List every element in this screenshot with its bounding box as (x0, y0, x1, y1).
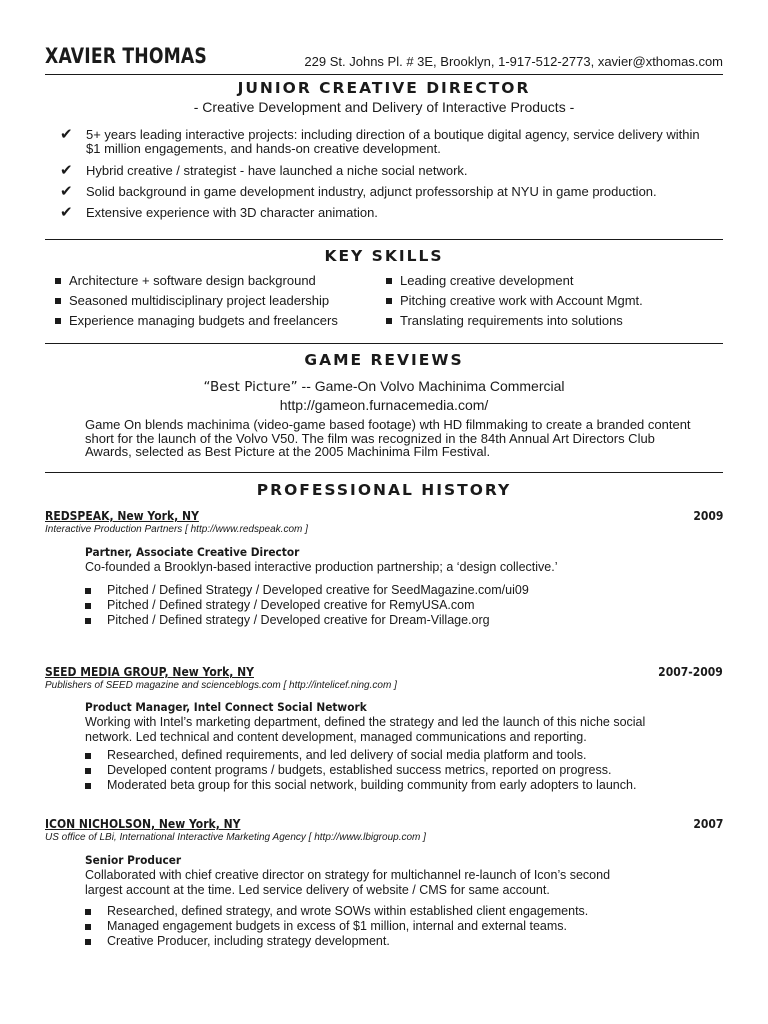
job-title-heading: JUNIOR CREATIVE DIRECTOR (237, 79, 531, 97)
square-bullet-icon (55, 318, 61, 324)
role-description-line: Collaborated with chief creative director on strategy for multichannel re-launch of Icon’s second (85, 868, 611, 882)
role-title: Senior Producer (85, 853, 182, 867)
summary-item-text: Extensive experience with 3D character animation. (86, 205, 378, 220)
skill-item: Architecture + software design background (55, 273, 316, 288)
checkmark-icon: ✔ (60, 126, 73, 143)
role-description-line: network. Led technical and content development, managed communications and reporting. (85, 730, 587, 744)
square-bullet-icon (85, 618, 91, 624)
square-bullet-icon (85, 768, 91, 774)
key-skills-heading: KEY SKILLS (324, 247, 444, 265)
square-bullet-icon (55, 298, 61, 304)
job-subtitle: - Creative Development and Delivery of Interactive Products - (193, 99, 575, 115)
professional-history-heading: PROFESSIONAL HISTORY (256, 481, 512, 499)
job-year: 2007 (692, 817, 723, 831)
square-bullet-icon (386, 318, 392, 324)
square-bullet-icon (386, 278, 392, 284)
summary-item-text: Hybrid creative / strategist - have launched a niche social network. (86, 163, 468, 178)
role-title: Product Manager, Intel Connect Social Network (85, 700, 367, 714)
review-award-line: “Best Picture” -- Game-On Volvo Machinima Commercial (203, 378, 565, 395)
square-bullet-icon (55, 278, 61, 284)
resume-header (45, 44, 723, 75)
summary-item-text: Solid background in game development industry, adjunct professorship at NYU in game production. (86, 184, 657, 199)
job-year: 2007-2009 (658, 665, 723, 679)
square-bullet-icon (85, 939, 91, 945)
role-description-line: largest account at the time. Led service delivery of website / CMS for same account. (85, 883, 550, 897)
checkmark-icon: ✔ (60, 183, 73, 200)
square-bullet-icon (85, 588, 91, 594)
skill-item: Pitching creative work with Account Mgmt. (386, 293, 643, 308)
review-description: Game On blends machinima (video-game based footage) wth HD filmmaking to create a branded content short for the launch of the Volvo V50. The film was recognized in the 84th Annual Art Directors Club Awards, selected as Best Picture at the 2005 Machinima Film Festival. (85, 417, 691, 459)
section-divider (45, 239, 723, 240)
role-description: Co-founded a Brooklyn-based interactive production partnership; a ‘design collective.’ (85, 560, 558, 574)
company-tagline: Interactive Production Partners [ http://www.redspeak.com ] (45, 524, 308, 535)
square-bullet-icon (85, 924, 91, 930)
skill-item: Leading creative development (386, 273, 573, 288)
job-year: 2009 (692, 509, 723, 523)
award-name: “Best Picture” (203, 379, 298, 395)
company-name: ICON NICHOLSON, New York, NY (45, 817, 241, 831)
contact-info: 229 St. Johns Pl. # 3E, Brooklyn, 1-917-512-2773, xavier@xthomas.com (304, 54, 723, 69)
square-bullet-icon (85, 603, 91, 609)
square-bullet-icon (85, 783, 91, 789)
role-description-line: Working with Intel’s marketing department, defined the strategy and led the launch of this niche social (85, 715, 646, 729)
company-name: SEED MEDIA GROUP, New York, NY (45, 665, 254, 679)
game-reviews-heading: GAME REVIEWS (304, 351, 464, 369)
company-name: REDSPEAK, New York, NY (45, 509, 199, 523)
square-bullet-icon (386, 298, 392, 304)
role-title: Partner, Associate Creative Director (85, 545, 300, 559)
review-url: http://gameon.furnacemedia.com/ (279, 397, 489, 413)
skill-item: Seasoned multidisciplinary project leadership (55, 293, 329, 308)
skill-item: Translating requirements into solutions (386, 313, 623, 328)
section-divider (45, 472, 723, 473)
candidate-name: XAVIER THOMAS (45, 44, 207, 68)
checkmark-icon: ✔ (60, 204, 73, 221)
checkmark-icon: ✔ (60, 162, 73, 179)
company-tagline: US office of LBi, International Interactive Marketing Agency [ http://www.lbigroup.com ] (45, 832, 426, 843)
skill-item: Experience managing budgets and freelancers (55, 313, 338, 328)
square-bullet-icon (85, 753, 91, 759)
section-divider (45, 343, 723, 344)
resume-page: XAVIER THOMAS 229 St. Johns Pl. # 3E, Brooklyn, 1-917-512-2773, xavier@xthomas.com JUNIOR CREATIVE DIRECTOR - Creative Development and Delivery of Interactive Products - ✔ 5+ years leading interactive projects: including direction of a boutique digital agency, service delivery within $1 million engagements, and hands-on creative development. ✔ Hybrid creative / strategist - have launched a niche social network. ✔ Solid background in game development industry, adjunct professorship at NYU in game production. ✔ Extensive experience with 3D character animation. KEY SKILLS Architecture + software design background Seasoned multidisciplinary project leadership Experience managing budgets and freelancers Leading creative development Pitching creative work with Account Mgmt. Translating requirements into solutions GAME REVIEWS “Best Picture” -- Game-On Volvo Machinima Commercial http://gameon.furnacemedia.com/ Game On blends machinima (video-game based footage) wth HD filmmaking to create a branded content short for the launch of the Volvo V50. The film was recognized in the 84th Annual Art Directors Club Awards, selected as Best Picture at the 2005 Machinima Film Festival. PROFESSIONAL HISTORY REDSPEAK, New York, NY 2009 Interactive Production Partners [ http://www.redspeak.com ] Partner, Associate Creative Director Co-founded a Brooklyn-based interactive production partnership; a ‘design collective.’ Pitched / Defined Strategy / Developed creative for SeedMagazine.com/ui09 Pitched / Defined strategy / Developed creative for RemyUSA.com Pitched / Defined strategy / Developed creative for Dream-Village.org SEED MEDIA GROUP, New York, NY 2007-2009 Publishers of SEED magazine and scienceblogs.com [ http://intelicef.ning.com ] Product Manager, Intel Connect Social Network Working with Intel’s marketing department, defined the strategy and led the launch of this niche social network. Led technical and content development, managed communications and reporting. Researched, defined requirements, and led delivery of social media platform and tools. Developed content programs / budgets, established success metrics, reported on progress. Moderated beta group for this social network, building community from early adopters to launch. ICON NICHOLSON, New York, NY 2007 US office of LBi, International Interactive Marketing Agency [ http://www.lbigroup.com ] Senior Producer Collaborated with chief creative director on strategy for multichannel re-launch of Icon’s second largest account at the time. Led service delivery of website / CMS for same account. Researched, defined strategy, and wrote SOWs within established client engagements. Managed engagement budgets in excess of $1 million, internal and external teams. Creative Producer, including strategy development. (45, 44, 723, 948)
summary-item-text: 5+ years leading interactive projects: including direction of a boutique digital agency, service delivery within $1 million engagements, and hands-on creative development. (86, 127, 700, 156)
company-tagline: Publishers of SEED magazine and scienceblogs.com [ http://intelicef.ning.com ] (45, 680, 397, 691)
square-bullet-icon (85, 909, 91, 915)
